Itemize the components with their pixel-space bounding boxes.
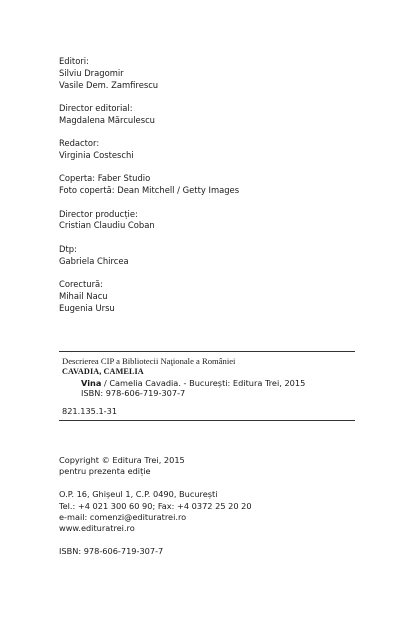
cip-title-details: / Camelia Cavadia. - București: Editura Trei, 2015 xyxy=(101,377,306,388)
publisher-isbn: ISBN: 978-606-719-307-7 xyxy=(59,546,164,557)
credit-redactor xyxy=(59,138,379,162)
cip-top-divider xyxy=(59,351,355,352)
copyright-block xyxy=(59,455,379,477)
credit-role: Director producție: xyxy=(59,208,138,219)
credit-production-director xyxy=(59,209,379,233)
credits-section xyxy=(59,56,379,326)
cip-title-line xyxy=(62,378,362,389)
cip-title: Vina xyxy=(81,377,102,388)
credit-dtp xyxy=(59,244,379,268)
credit-name: Silviu Dragomir xyxy=(59,67,124,78)
credit-role: Director editorial: xyxy=(59,102,133,113)
credit-editorial-director xyxy=(59,103,379,127)
cip-heading: Descrierea CIP a Bibliotecii Naţionale a României xyxy=(62,356,236,366)
credit-role: Coperta: Faber Studio xyxy=(59,173,151,184)
credit-role: Corectură: xyxy=(59,278,103,289)
contact-block xyxy=(59,489,379,534)
website-line: www.edituratrei.ro xyxy=(59,523,135,534)
address-line: O.P. 16, Ghișeul 1, C.P. 0490, București xyxy=(59,489,218,500)
credit-editors xyxy=(59,56,379,91)
copyright-line: Copyright © Editura Trei, 2015 xyxy=(59,455,185,465)
credit-name: Magdalena Mărculescu xyxy=(59,114,155,125)
phone-line: Tel.: +4 021 300 60 90; Fax: +4 0372 25 20 20 xyxy=(59,500,252,511)
credit-name: Vasile Dem. Zamfirescu xyxy=(59,79,159,90)
credit-name: Gabriela Chircea xyxy=(59,255,129,266)
credit-role: Editori: xyxy=(59,56,89,66)
isbn-block xyxy=(59,546,379,557)
credit-role: Dtp: xyxy=(59,243,77,254)
copyright-line: pentru prezenta ediție xyxy=(59,466,151,477)
credit-name: Cristian Claudiu Coban xyxy=(59,220,155,231)
credit-role: Redactor: xyxy=(59,138,100,149)
cip-author: CAVADIA, CAMELIA xyxy=(62,366,144,376)
credit-name: Mihail Nacu xyxy=(59,290,108,301)
credit-name: Foto copertă: Dean Mitchell / Getty Images xyxy=(59,185,240,196)
email-line: e-mail: comenzi@edituratrei.ro xyxy=(59,511,187,522)
publisher-section xyxy=(59,455,379,569)
cip-classification: 821.135.1-31 xyxy=(62,406,118,417)
credit-proofreading xyxy=(59,279,379,314)
cip-isbn: ISBN: 978-606-719-307-7 xyxy=(81,388,186,399)
credit-cover xyxy=(59,173,379,197)
credit-name: Virginia Costeschi xyxy=(59,149,134,160)
cip-section xyxy=(62,356,362,417)
cip-bottom-divider xyxy=(59,420,355,421)
credit-name: Eugenia Ursu xyxy=(59,302,115,313)
